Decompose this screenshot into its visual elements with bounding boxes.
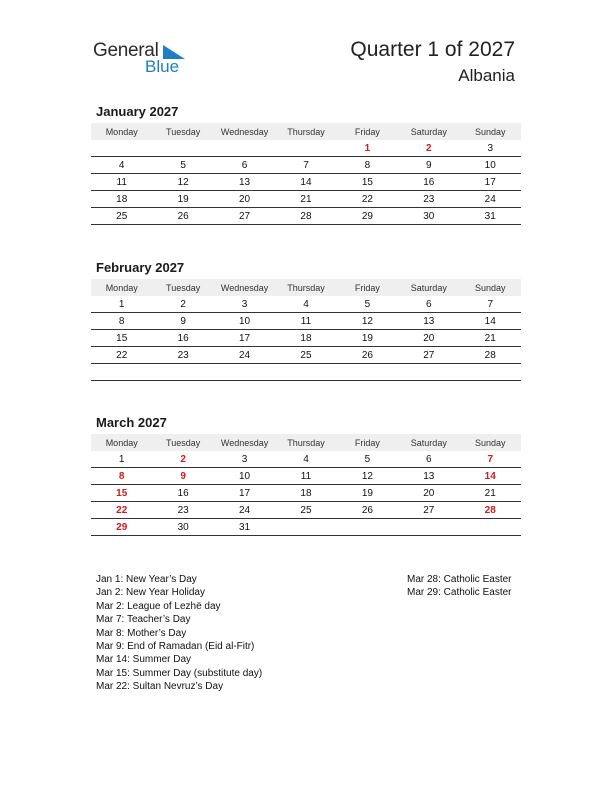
day-cell: 12: [177, 176, 189, 188]
day-cell: 3: [241, 453, 248, 465]
weekday-label: Thursday: [287, 282, 325, 293]
day-cell: 11: [116, 176, 127, 188]
weekday-label: Wednesday: [220, 126, 269, 137]
day-cell: 21: [484, 332, 496, 344]
holiday-day-cell: 22: [116, 504, 128, 516]
day-cell: 13: [423, 315, 435, 327]
day-cell: 5: [364, 298, 371, 310]
day-cell: 5: [180, 159, 186, 171]
week-row: [91, 502, 521, 519]
day-cell: 29: [361, 210, 373, 222]
month-title: February 2027: [96, 260, 185, 275]
weekday-label: Tuesday: [166, 437, 201, 448]
day-cell: 4: [303, 453, 309, 465]
day-cell: 21: [300, 193, 312, 205]
weekday-label: Sunday: [474, 282, 506, 293]
day-cell: 10: [484, 159, 496, 171]
day-cell: 22: [361, 193, 373, 205]
country-name: Albania: [458, 66, 515, 85]
holiday-entry: Mar 14: Summer Day: [96, 654, 192, 666]
day-cell: 28: [484, 349, 496, 361]
day-cell: 6: [426, 453, 432, 465]
weekday-label: Friday: [354, 126, 380, 137]
week-row: [91, 519, 521, 536]
holiday-entry: Mar 8: Mother’s Day: [96, 627, 187, 639]
day-cell: 20: [238, 193, 251, 205]
day-cell: 17: [238, 332, 251, 344]
day-cell: 14: [484, 315, 496, 327]
week-row: [91, 485, 521, 502]
day-cell: 8: [118, 315, 125, 327]
day-cell: 28: [300, 210, 312, 222]
day-cell: 18: [300, 487, 312, 499]
holiday-day-cell: 1: [364, 142, 371, 154]
day-cell: 7: [303, 159, 309, 171]
day-cell: 26: [361, 349, 373, 361]
day-cell: 31: [484, 210, 496, 222]
day-cell: 25: [116, 210, 128, 222]
day-cell: 6: [241, 159, 248, 171]
day-cell: 26: [361, 504, 373, 516]
day-cell: 30: [177, 521, 189, 533]
holiday-entry: Mar 28: Catholic Easter: [407, 574, 512, 585]
holiday-day-cell: 2: [180, 453, 186, 465]
weekday-header-row: [91, 434, 521, 451]
day-cell: 7: [487, 298, 494, 310]
day-cell: 18: [116, 193, 128, 205]
weekday-label: Tuesday: [166, 126, 201, 137]
week-row: [91, 174, 521, 191]
day-cell: 19: [361, 487, 373, 499]
day-cell: 3: [241, 298, 248, 310]
holiday-list-left: [96, 573, 262, 694]
day-cell: 27: [238, 210, 251, 222]
weekday-label: Sunday: [474, 126, 506, 137]
month-january: [91, 103, 521, 225]
day-cell: 17: [238, 487, 251, 499]
day-cell: 13: [423, 470, 435, 482]
day-cell: 1: [118, 298, 125, 310]
week-row: [91, 451, 521, 468]
day-cell: 20: [423, 487, 435, 499]
weekday-label: Saturday: [410, 437, 447, 448]
day-cell: 24: [238, 349, 251, 361]
weekday-label: Monday: [105, 126, 138, 137]
day-cell: 10: [238, 470, 251, 482]
holiday-day-cell: 14: [484, 470, 496, 482]
day-cell: 1: [118, 453, 125, 465]
weekday-label: Sunday: [474, 437, 506, 448]
holiday-day-cell: 8: [118, 470, 125, 482]
day-cell: 30: [423, 210, 435, 222]
holiday-day-cell: 28: [484, 504, 496, 516]
day-cell: 25: [300, 349, 312, 361]
day-cell: 27: [423, 504, 435, 516]
day-cell: 6: [426, 298, 432, 310]
week-row: [91, 468, 521, 485]
week-row: [91, 191, 521, 208]
day-cell: 26: [177, 210, 189, 222]
day-cell: 9: [426, 159, 432, 171]
weekday-header-row: [91, 123, 521, 140]
weekday-label: Friday: [354, 282, 380, 293]
holiday-day-cell: 7: [487, 453, 494, 465]
holiday-day-cell: 2: [426, 142, 432, 154]
week-row: [91, 313, 521, 330]
weekday-label: Monday: [105, 282, 138, 293]
day-cell: 17: [484, 176, 496, 188]
day-cell: 4: [118, 159, 125, 171]
holiday-day-cell: 29: [116, 521, 128, 533]
day-cell: 19: [177, 193, 189, 205]
logo: [93, 40, 193, 80]
weekday-label: Monday: [105, 437, 138, 448]
day-cell: 18: [300, 332, 312, 344]
holiday-entry: Mar 15: Summer Day (substitute day): [96, 667, 263, 679]
logo-text-general: General: [93, 40, 159, 61]
day-cell: 14: [300, 176, 312, 188]
day-cell: 23: [177, 349, 189, 361]
day-cell: 16: [177, 487, 189, 499]
day-cell: 16: [177, 332, 189, 344]
week-row: [91, 364, 521, 381]
day-cell: 31: [238, 521, 251, 533]
day-cell: 15: [361, 176, 373, 188]
week-row: [91, 347, 521, 364]
holiday-entry: Mar 22: Sultan Nevruz’s Day: [96, 681, 224, 693]
holiday-entry: Mar 9: End of Ramadan (Eid al-Fitr): [96, 641, 255, 653]
holiday-list-right: [407, 573, 512, 600]
holiday-entry: Jan 2: New Year Holiday: [96, 587, 205, 599]
day-cell: 22: [116, 349, 128, 361]
day-cell: 20: [423, 332, 435, 344]
day-cell: 15: [116, 332, 128, 344]
holiday-entry: Jan 1: New Year’s Day: [96, 574, 197, 585]
holiday-entry: Mar 2: League of Lezhë day: [96, 600, 221, 612]
weekday-label: Thursday: [287, 126, 325, 137]
day-cell: 2: [180, 298, 186, 310]
day-cell: 25: [300, 504, 312, 516]
day-cell: 12: [361, 315, 373, 327]
day-cell: 9: [180, 315, 186, 327]
month-march: [91, 414, 521, 536]
day-cell: 8: [364, 159, 371, 171]
day-cell: 27: [423, 349, 435, 361]
weekday-header-row: [91, 279, 521, 296]
week-row: [91, 140, 521, 157]
day-cell: 5: [364, 453, 371, 465]
day-cell: 12: [361, 470, 373, 482]
holiday-day-cell: 15: [116, 487, 128, 499]
day-cell: 24: [238, 504, 251, 516]
day-cell: 10: [238, 315, 251, 327]
day-cell: 11: [300, 315, 312, 327]
week-row: [91, 157, 521, 174]
holiday-day-cell: 9: [180, 470, 186, 482]
weekday-label: Saturday: [410, 282, 447, 293]
day-cell: 24: [484, 193, 496, 205]
day-cell: 4: [303, 298, 309, 310]
day-cell: 23: [423, 193, 435, 205]
logo-text-blue: Blue: [145, 57, 180, 76]
week-row: [91, 208, 521, 225]
holiday-entry: Mar 7: Teacher’s Day: [96, 614, 191, 626]
month-february: [91, 259, 521, 381]
day-cell: 11: [300, 470, 312, 482]
week-row: [91, 296, 521, 313]
month-title: January 2027: [96, 104, 179, 119]
holiday-entry: Mar 29: Catholic Easter: [407, 587, 512, 599]
day-cell: 3: [487, 142, 494, 154]
weekday-label: Wednesday: [220, 437, 269, 448]
page-title: Quarter 1 of 2027: [350, 38, 515, 61]
week-row: [91, 330, 521, 347]
day-cell: 23: [177, 504, 189, 516]
month-title: March 2027: [96, 415, 167, 430]
day-cell: 16: [423, 176, 435, 188]
day-cell: 19: [361, 332, 373, 344]
weekday-label: Wednesday: [220, 282, 269, 293]
day-cell: 13: [238, 176, 251, 188]
weekday-label: Tuesday: [166, 282, 201, 293]
weekday-label: Thursday: [287, 437, 325, 448]
weekday-label: Saturday: [410, 126, 447, 137]
day-cell: 21: [484, 487, 496, 499]
weekday-label: Friday: [354, 437, 380, 448]
